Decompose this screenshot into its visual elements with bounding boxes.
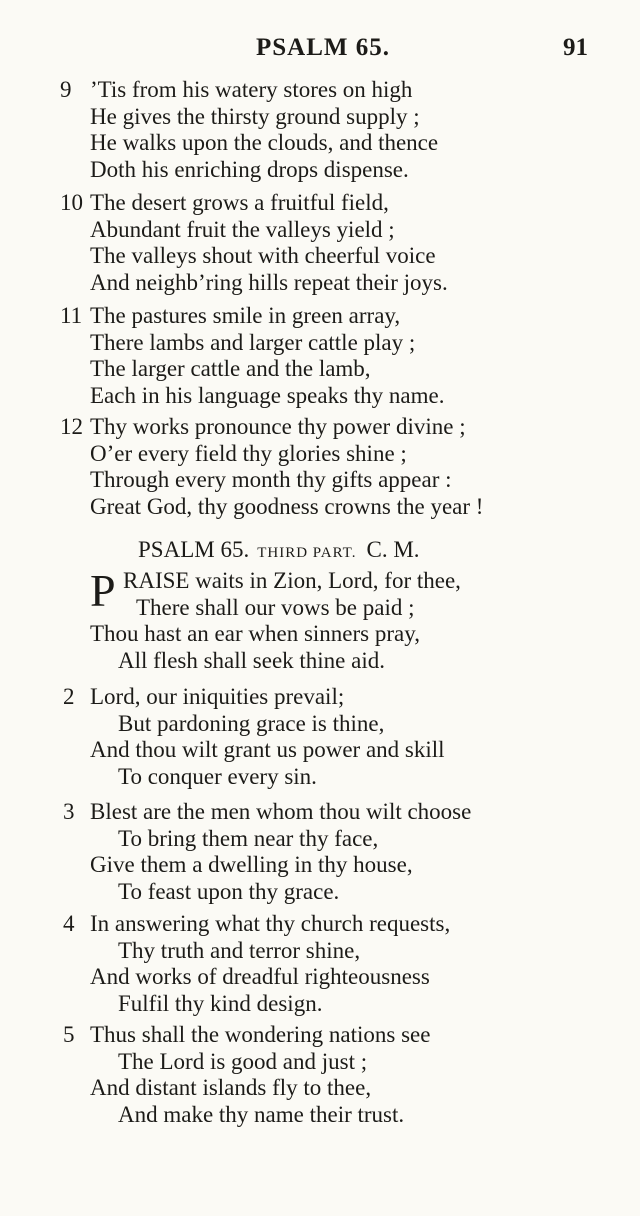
stanza-number: 9 — [60, 77, 72, 102]
verse-text: The pastures smile in green array, — [90, 303, 401, 328]
stanza-line — [60, 217, 630, 244]
verse-text: There lambs and larger cattle play ; — [90, 329, 416, 355]
verse-text: He gives the thirsty ground supply ; — [90, 103, 420, 129]
verse-text: O’er every field thy glories shine ; — [90, 440, 407, 466]
verse-text: Thus shall the wondering nations see — [90, 1022, 431, 1047]
stanza-line — [60, 414, 630, 441]
stanza-line — [60, 243, 630, 270]
stanza-line — [60, 648, 630, 675]
verse-text: Thy works pronounce thy power divine ; — [90, 414, 466, 439]
verse-text: And neighb’ring hills repeat their joys. — [90, 269, 448, 295]
stanza-line — [60, 711, 630, 738]
verse-text: The valleys shout with cheerful voice — [90, 243, 436, 268]
verse-text: And thou wilt grant us power and skill — [90, 737, 445, 762]
verse-text: Through every month thy gifts appear : — [90, 467, 452, 492]
stanza-line — [60, 330, 630, 357]
stanza-line — [60, 1075, 630, 1102]
stanza-number: 10 — [60, 190, 83, 215]
verse-text: The Lord is good and just ; — [118, 1048, 368, 1074]
stanza-line — [60, 737, 630, 764]
stanza-3-part3 — [60, 799, 630, 905]
stanza-line — [60, 494, 630, 521]
verse-text: ’Tis from his watery stores on high — [90, 77, 413, 102]
stanza-number: 12 — [60, 414, 83, 439]
verse-text: Each in his language speaks thy name. — [90, 382, 445, 408]
stanza-number: 3 — [63, 799, 75, 824]
stanza-11 — [60, 303, 630, 409]
verse-text: And make thy name their trust. — [118, 1101, 405, 1127]
stanza-line — [60, 190, 630, 217]
stanza-line — [60, 383, 630, 410]
verse-text: The desert grows a fruitful field, — [90, 190, 389, 215]
section-title: PSALM 65. — [138, 537, 250, 562]
stanza-line — [60, 964, 630, 991]
stanza-line — [60, 441, 630, 468]
stanza-line — [60, 991, 630, 1018]
verse-text: He walks upon the clouds, and thence — [90, 130, 439, 155]
verse-text: Thou hast an ear when sinners pray, — [90, 621, 420, 646]
verse-text: And works of dreadful righteousness — [90, 964, 430, 989]
stanza-line — [60, 911, 630, 938]
stanza-number: 5 — [63, 1022, 75, 1047]
stanza-line — [60, 595, 630, 622]
page-number: 91 — [563, 34, 588, 61]
verse-text: In answering what thy church requests, — [90, 911, 451, 936]
verse-text: Lord, our iniquities prevail; — [90, 684, 345, 709]
stanza-4-part3 — [60, 911, 630, 1017]
stanza-line — [60, 1049, 630, 1076]
section-meter: C. M. — [366, 537, 420, 562]
stanza-number: 11 — [60, 303, 83, 328]
verse-text: Give them a dwelling in thy house, — [90, 852, 413, 877]
stanza-line — [60, 1022, 630, 1049]
stanza-line — [60, 1102, 630, 1129]
stanza-line — [60, 270, 630, 297]
stanza-10 — [60, 190, 630, 296]
page-header — [0, 34, 640, 68]
verse-text: To bring them near thy face, — [118, 825, 379, 851]
stanza-line — [60, 826, 630, 853]
stanza-line — [60, 77, 630, 104]
stanza-1-part3 — [60, 565, 630, 674]
verse-text: Doth his enriching drops dispense. — [90, 156, 409, 182]
running-title: PSALM 65. — [256, 34, 390, 61]
verse-text: Great God, thy goodness crowns the year ! — [90, 493, 484, 519]
stanza-line — [60, 157, 630, 184]
drop-cap: P — [90, 565, 116, 616]
verse-text: The larger cattle and the lamb, — [90, 356, 371, 381]
verse-text: To feast upon thy grace. — [118, 878, 340, 904]
verse-text: Blest are the men whom thou wilt choose — [90, 799, 472, 824]
verse-text: RAISE waits in Zion, Lord, for thee, — [123, 568, 461, 593]
stanza-number: 4 — [63, 911, 75, 936]
verse-text: But pardoning grace is thine, — [118, 710, 385, 736]
verse-text: There shall our vows be paid ; — [136, 594, 415, 620]
stanza-line — [60, 104, 630, 131]
stanza-line — [60, 568, 630, 595]
stanza-line — [60, 879, 630, 906]
verse-text: And distant islands fly to thee, — [90, 1075, 372, 1100]
verse-text: All flesh shall seek thine aid. — [118, 647, 385, 673]
section-heading — [138, 537, 420, 563]
stanza-5-part3 — [60, 1022, 630, 1128]
stanza-12 — [60, 414, 630, 520]
stanza-line — [60, 130, 630, 157]
stanza-line — [60, 684, 630, 711]
verse-text: Abundant fruit the valleys yield ; — [90, 216, 395, 242]
stanza-2-part3 — [60, 684, 630, 790]
stanza-line — [60, 467, 630, 494]
section-part: THIRD PART. — [257, 545, 357, 561]
stanza-line — [60, 799, 630, 826]
stanza-line — [60, 764, 630, 791]
stanza-number: 2 — [63, 684, 75, 709]
stanza-9 — [60, 77, 630, 183]
stanza-line — [60, 621, 630, 648]
stanza-line — [60, 303, 630, 330]
stanza-line — [60, 356, 630, 383]
verse-text: To conquer every sin. — [118, 763, 317, 789]
verse-text: Fulfil thy kind design. — [118, 990, 323, 1016]
stanza-line — [60, 938, 630, 965]
stanza-line — [60, 852, 630, 879]
verse-text: Thy truth and terror shine, — [118, 937, 361, 963]
